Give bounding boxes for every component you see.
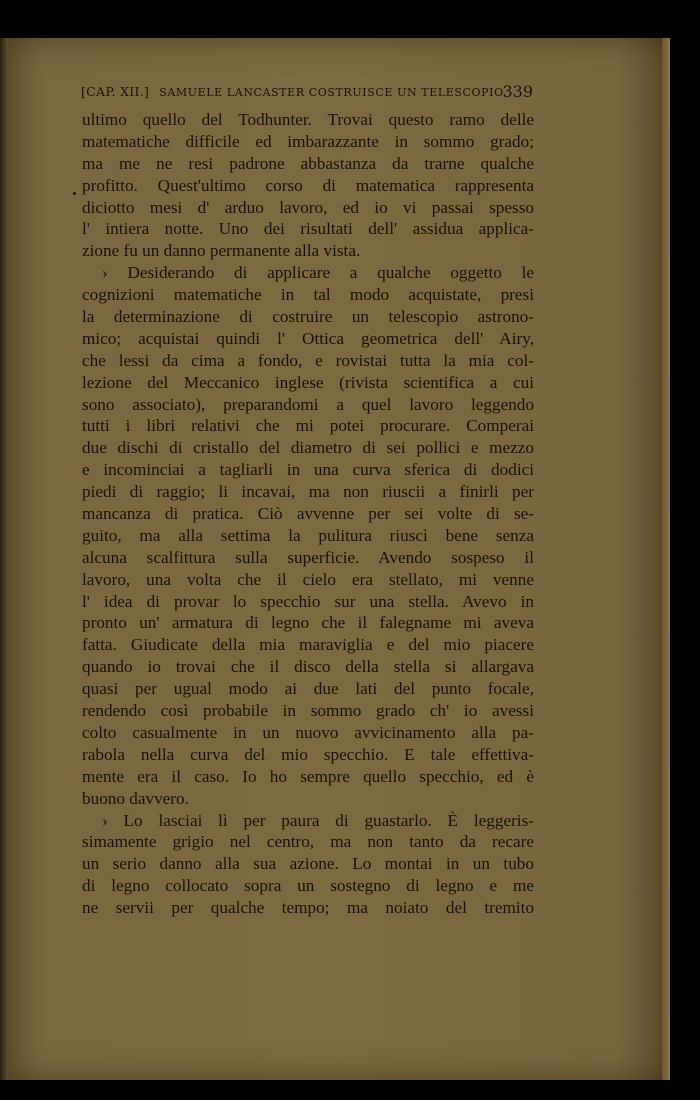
text-line: zione fu un danno permanente alla vista.: [82, 241, 361, 261]
text-line: guito, ma alla settima la pulitura riuscì bene senza: [82, 525, 534, 545]
text-line: mancanza di pratica. Ciò avvenne per sei volte di se-: [82, 504, 534, 524]
text-line: e incominciai a tagliarli in una curva sferica di dodici: [82, 460, 534, 480]
text-line: alcuna scalfittura sulla superficie. Avendo sospeso il: [82, 547, 534, 567]
text-line: la determinazione di costruire un telescopio astrono-: [82, 307, 534, 327]
text-line: colto casualmente in un nuovo avvicinamento alla pa-: [82, 722, 534, 742]
text-line: due dischi di cristallo del diametro di sei pollici e mezzo: [82, 438, 534, 458]
text-line: › Desiderando di applicare a qualche oggetto le: [102, 263, 534, 283]
text-line: quando io trovai che il disco della stella si allargava: [82, 657, 534, 677]
text-line: cognizioni matematiche in tal modo acquistate, presi: [82, 285, 534, 305]
text-line: buono davvero.: [82, 788, 189, 808]
page-number: 339: [502, 82, 533, 101]
text-line: ne servii per qualche tempo; ma noiato del tremito: [82, 898, 534, 918]
body-text: [82, 109, 534, 919]
chapter-label: [CAP. XII.]: [81, 84, 150, 99]
text-line: un serio danno alla sua azione. Lo montai in un tubo: [82, 854, 534, 874]
text-line: mente era il caso. Io ho sempre quello specchio, ed è: [82, 766, 534, 786]
text-line: simamente grigio nel centro, ma non tanto da recare: [82, 832, 534, 852]
text-line: che lessi da cima a fondo, e rovistai tutta la mia col-: [82, 350, 534, 370]
text-line: mico; acquistai quindi l' Ottica geometrica dell' Airy,: [82, 328, 534, 348]
text-line: ultimo quello del Todhunter. Trovai questo ramo delle: [82, 110, 534, 129]
text-line: l' idea di provar lo specchio sur una stella. Avevo in: [82, 591, 534, 611]
text-line: rabola nella curva del mio specchio. E tale effettiva-: [82, 744, 534, 764]
text-line: rendendo così probabile in sommo grado ch' io avessi: [82, 701, 534, 721]
text-line: pronto un' armatura di legno che il falegname mi aveva: [82, 613, 534, 633]
ink-speck: [73, 192, 76, 195]
text-line: sono associato), preparandomi a quel lavoro leggendo: [82, 394, 534, 414]
text-line: lezione del Meccanico inglese (rivista scientifica a cui: [82, 372, 534, 392]
text-line: fatta. Giudicate della mia maraviglia e del mio piacere: [82, 635, 534, 655]
text-line: ma me ne resi padrone abbastanza da trarne qualche: [82, 153, 534, 173]
text-line: diciotto mesi d' arduo lavoro, ed io vi passai spesso: [82, 197, 534, 217]
text-line: piedi di raggio; li incavai, ma non riuscii a finirli per: [82, 482, 534, 502]
text-line: profitto. Quest'ultimo corso di matematica rappresenta: [82, 175, 534, 195]
running-header: [81, 84, 533, 99]
text-line: tutti i libri relativi che mi potei procurare. Comperai: [82, 416, 534, 436]
running-title: SAMUELE LANCASTER COSTRUISCE UN TELESCOPIO.: [159, 86, 508, 99]
text-line: quasi per ugual modo ai due lati del punto focale,: [82, 679, 534, 699]
text-line: › Lo lasciai lì per paura di guastarlo. È leggeris-: [102, 810, 534, 830]
page-edge: [662, 38, 670, 1080]
text-line: matematiche difficile ed imbarazzante in sommo grado;: [82, 131, 534, 151]
text-line: di legno collocato sopra un sostegno di legno e me: [82, 876, 534, 896]
text-line: lavoro, una volta che il cielo era stellato, mi venne: [82, 569, 534, 589]
text-line: l' intiera notte. Uno dei risultati dell' assidua applica-: [82, 219, 534, 239]
